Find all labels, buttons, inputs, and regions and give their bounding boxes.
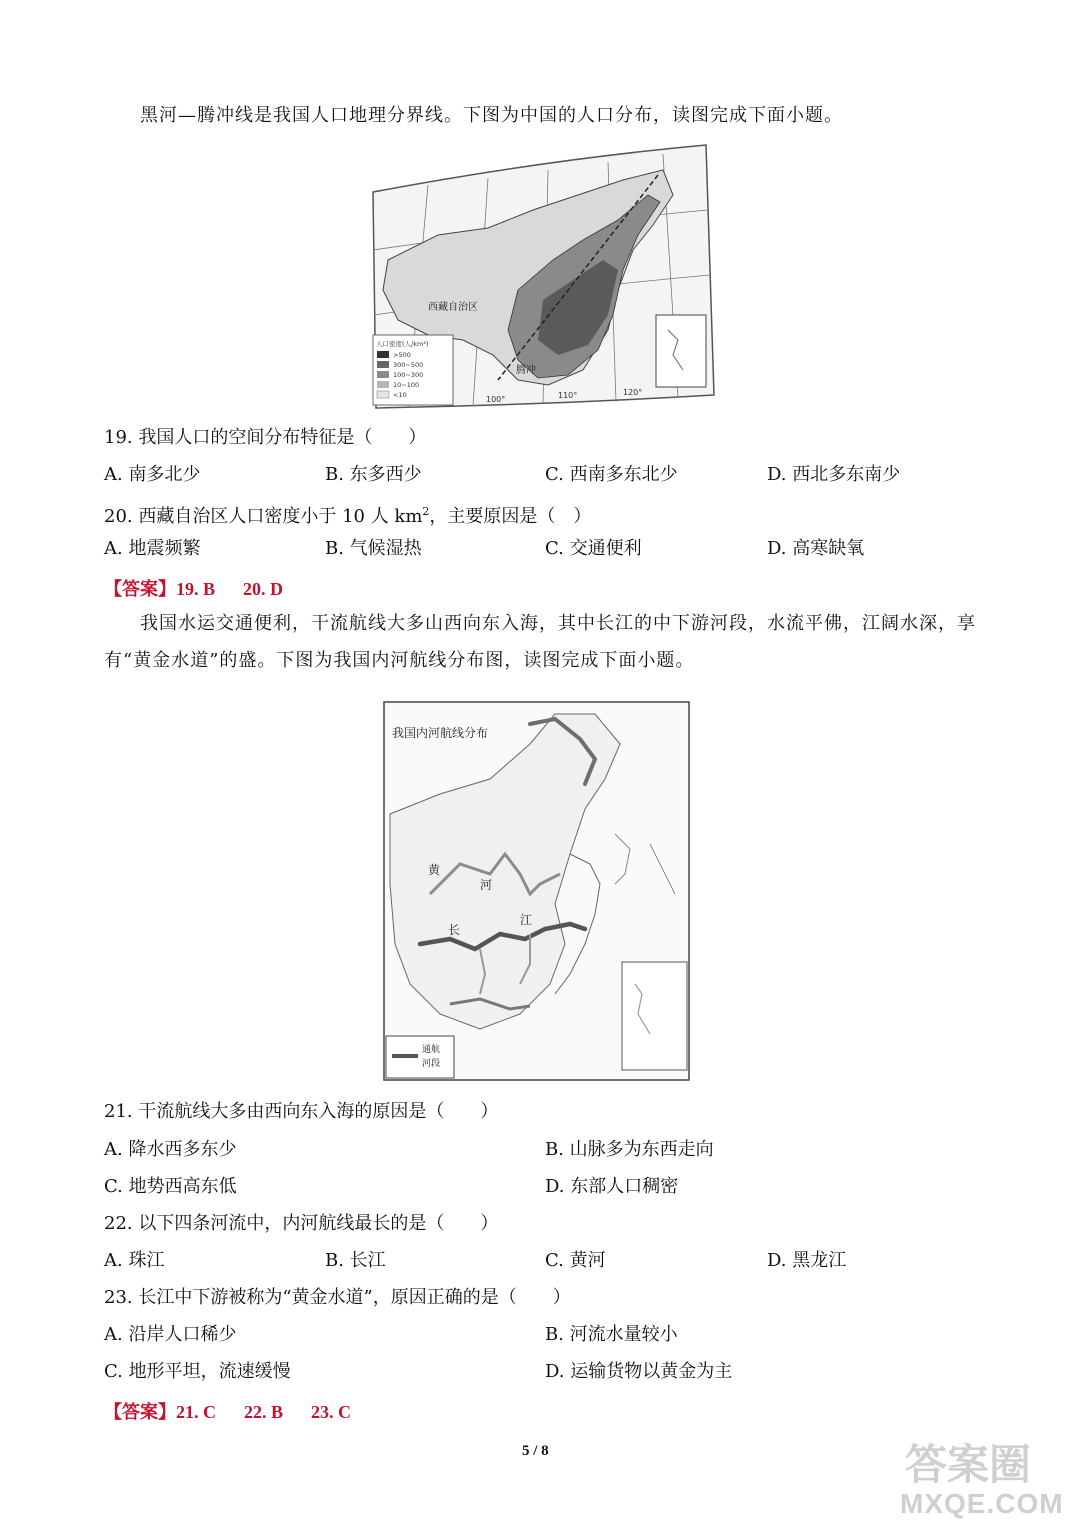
legend-item: 300~500 — [393, 361, 424, 369]
lon-label: 110° — [558, 391, 578, 400]
option-21-c: C. 地势西高东低 — [104, 1176, 237, 1197]
answer-block-2 — [104, 1398, 351, 1424]
answer-block-1 — [104, 575, 283, 601]
question-22-stem: 22. 以下四条河流中，内河航线最长的是（ ） — [104, 1213, 499, 1234]
option-19-c: C. 西南多东北少 — [545, 464, 678, 485]
legend-item: 10~100 — [393, 381, 420, 389]
lon-label: 120° — [623, 388, 643, 397]
legend-item: >500 — [393, 351, 411, 359]
intro-paragraph-2-line-2: 有“黄金水道”的盛。下图为我国内河航线分布图，读图完成下面小题。 — [104, 650, 695, 671]
river-label-jiang: 江 — [520, 913, 533, 927]
option-23-c: C. 地形平坦，流速缓慢 — [104, 1361, 291, 1382]
option-20-d: D. 高寒缺氧 — [767, 538, 865, 559]
answer-tag: 【答案】 — [104, 1402, 176, 1422]
option-23-d: D. 运输货物以黄金为主 — [545, 1361, 733, 1382]
waterway-map-image — [380, 684, 695, 1086]
answer-item: 21. C — [176, 1402, 216, 1422]
question-21-stem: 21. 干流航线大多由西向东入海的原因是（ ） — [104, 1101, 499, 1122]
legend-item: <10 — [393, 391, 407, 399]
option-23-b: B. 河流水量较小 — [545, 1324, 678, 1345]
option-22-c: C. 黄河 — [545, 1250, 606, 1271]
intro-paragraph-1: 黑河—腾冲线是我国人口地理分界线。下图为中国的人口分布，读图完成下面小题。 — [140, 105, 843, 126]
option-19-a: A. 南多北少 — [104, 464, 201, 485]
map-label-tibet: 西藏自治区 — [428, 302, 478, 313]
option-21-d: D. 东部人口稠密 — [545, 1176, 679, 1197]
question-20-stem-text: 20. 西藏自治区人口密度小于 10 人 km — [104, 506, 423, 527]
answer-item: 20. D — [243, 579, 284, 599]
question-23-stem: 23. 长江中下游被称为“黄金水道”，原因正确的是（ ） — [104, 1287, 571, 1308]
legend-title: 人口密度(人/km²) — [376, 340, 429, 348]
option-19-b: B. 东多西少 — [325, 464, 422, 485]
watermark-url: MXQE.COM — [900, 1488, 1064, 1519]
question-20-stem — [104, 500, 591, 529]
question-20-stem-end: ，主要原因是（ ） — [429, 506, 592, 527]
watermark-logo: 答案圈 — [905, 1441, 1032, 1488]
option-22-b: B. 长江 — [325, 1250, 386, 1271]
legend-label: 河段 — [422, 1059, 441, 1069]
answer-item: 19. B — [176, 579, 216, 599]
answer-tag: 【答案】 — [104, 579, 176, 599]
waterway-map-figure — [380, 684, 695, 1086]
option-20-b: B. 气候湿热 — [325, 538, 422, 559]
legend-label: 通航 — [422, 1045, 441, 1055]
option-19-d: D. 西北多东南少 — [767, 464, 901, 485]
legend-item: 100~300 — [393, 371, 424, 379]
answer-item: 22. B — [244, 1402, 284, 1422]
population-map-image — [368, 140, 718, 415]
lon-label: 100° — [486, 395, 506, 404]
option-21-a: A. 降水西多东少 — [104, 1139, 237, 1160]
option-21-b: B. 山脉多为东西走向 — [545, 1139, 714, 1160]
option-20-c: C. 交通便利 — [545, 538, 642, 559]
page-number: 5 / 8 — [522, 1443, 549, 1459]
intro-paragraph-2-line-1: 我国水运交通便利，干流航线大多山西向东入海，其中长江的中下游河段，水流平佛，江阔水深，享 — [140, 613, 976, 634]
river-label-he: 河 — [480, 878, 493, 892]
option-22-d: D. 黑龙江 — [767, 1250, 847, 1271]
river-label-huang: 黄 — [428, 863, 441, 877]
map-label-tengchong: 腾冲 — [516, 365, 536, 376]
option-22-a: A. 珠江 — [104, 1250, 165, 1271]
option-20-a: A. 地震频繁 — [104, 538, 201, 559]
answer-item: 23. C — [311, 1402, 352, 1422]
superscript: 2 — [422, 505, 430, 518]
population-map-figure — [368, 140, 718, 415]
question-19-stem: 19. 我国人口的空间分布特征是（ ） — [104, 427, 427, 448]
waterway-map-title: 我国内河航线分布 — [392, 726, 489, 740]
river-label-chang: 长 — [448, 923, 461, 937]
option-23-a: A. 沿岸人口稀少 — [104, 1324, 237, 1345]
